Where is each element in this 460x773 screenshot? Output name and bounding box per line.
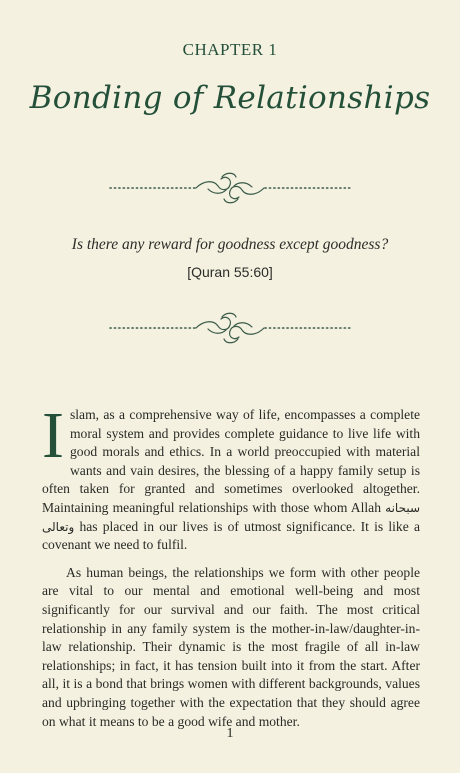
flourish-divider-top	[100, 168, 360, 204]
paragraph-1	[42, 399, 420, 555]
page-number: 1	[226, 726, 234, 741]
paragraph-1-text-end: has placed in our lives is of utmost significance. It is like a covenant we need to fulfil.	[42, 518, 420, 553]
drop-cap: I	[42, 399, 64, 472]
chapter-body	[42, 399, 420, 731]
chapter-title: Bonding of Relationships	[29, 80, 431, 116]
flourish-divider-bottom	[100, 308, 360, 344]
chapter-label: CHAPTER 1	[182, 40, 278, 59]
paragraph-2: As human beings, the relationships we form with other people are vital to our mental and emotional well-being and most significantly for our survival and our faith. The most critical relationship in any family system is the mother-in-law/daughter-in-law relationship. Their dynamic is the most fragile of all in-law relationships; in fact, it has tension built into it from the start. After all, it is a bond that brings women with different backgrounds, values and upbringing together with the expectation that they should agree on what it means to be a good wife and mother.	[42, 564, 420, 729]
epigraph-citation: [Quran 55:60]	[187, 264, 273, 280]
paragraph-1-text-start: slam, as a comprehensive way of life, encompasses a complete moral system and provides complete guidance to live life with good morals and ethics. In a world preoccupied with material wants and vain desires, the blessing of a happy family setup is often taken for granted and sometimes overlooked altogether. Maintaining meaningful relationships with those whom Allah	[42, 407, 420, 515]
epigraph-quote: Is there any reward for goodness except goodness?	[71, 236, 389, 253]
arabic-honorific: سبحانه وتعالى	[42, 500, 420, 534]
